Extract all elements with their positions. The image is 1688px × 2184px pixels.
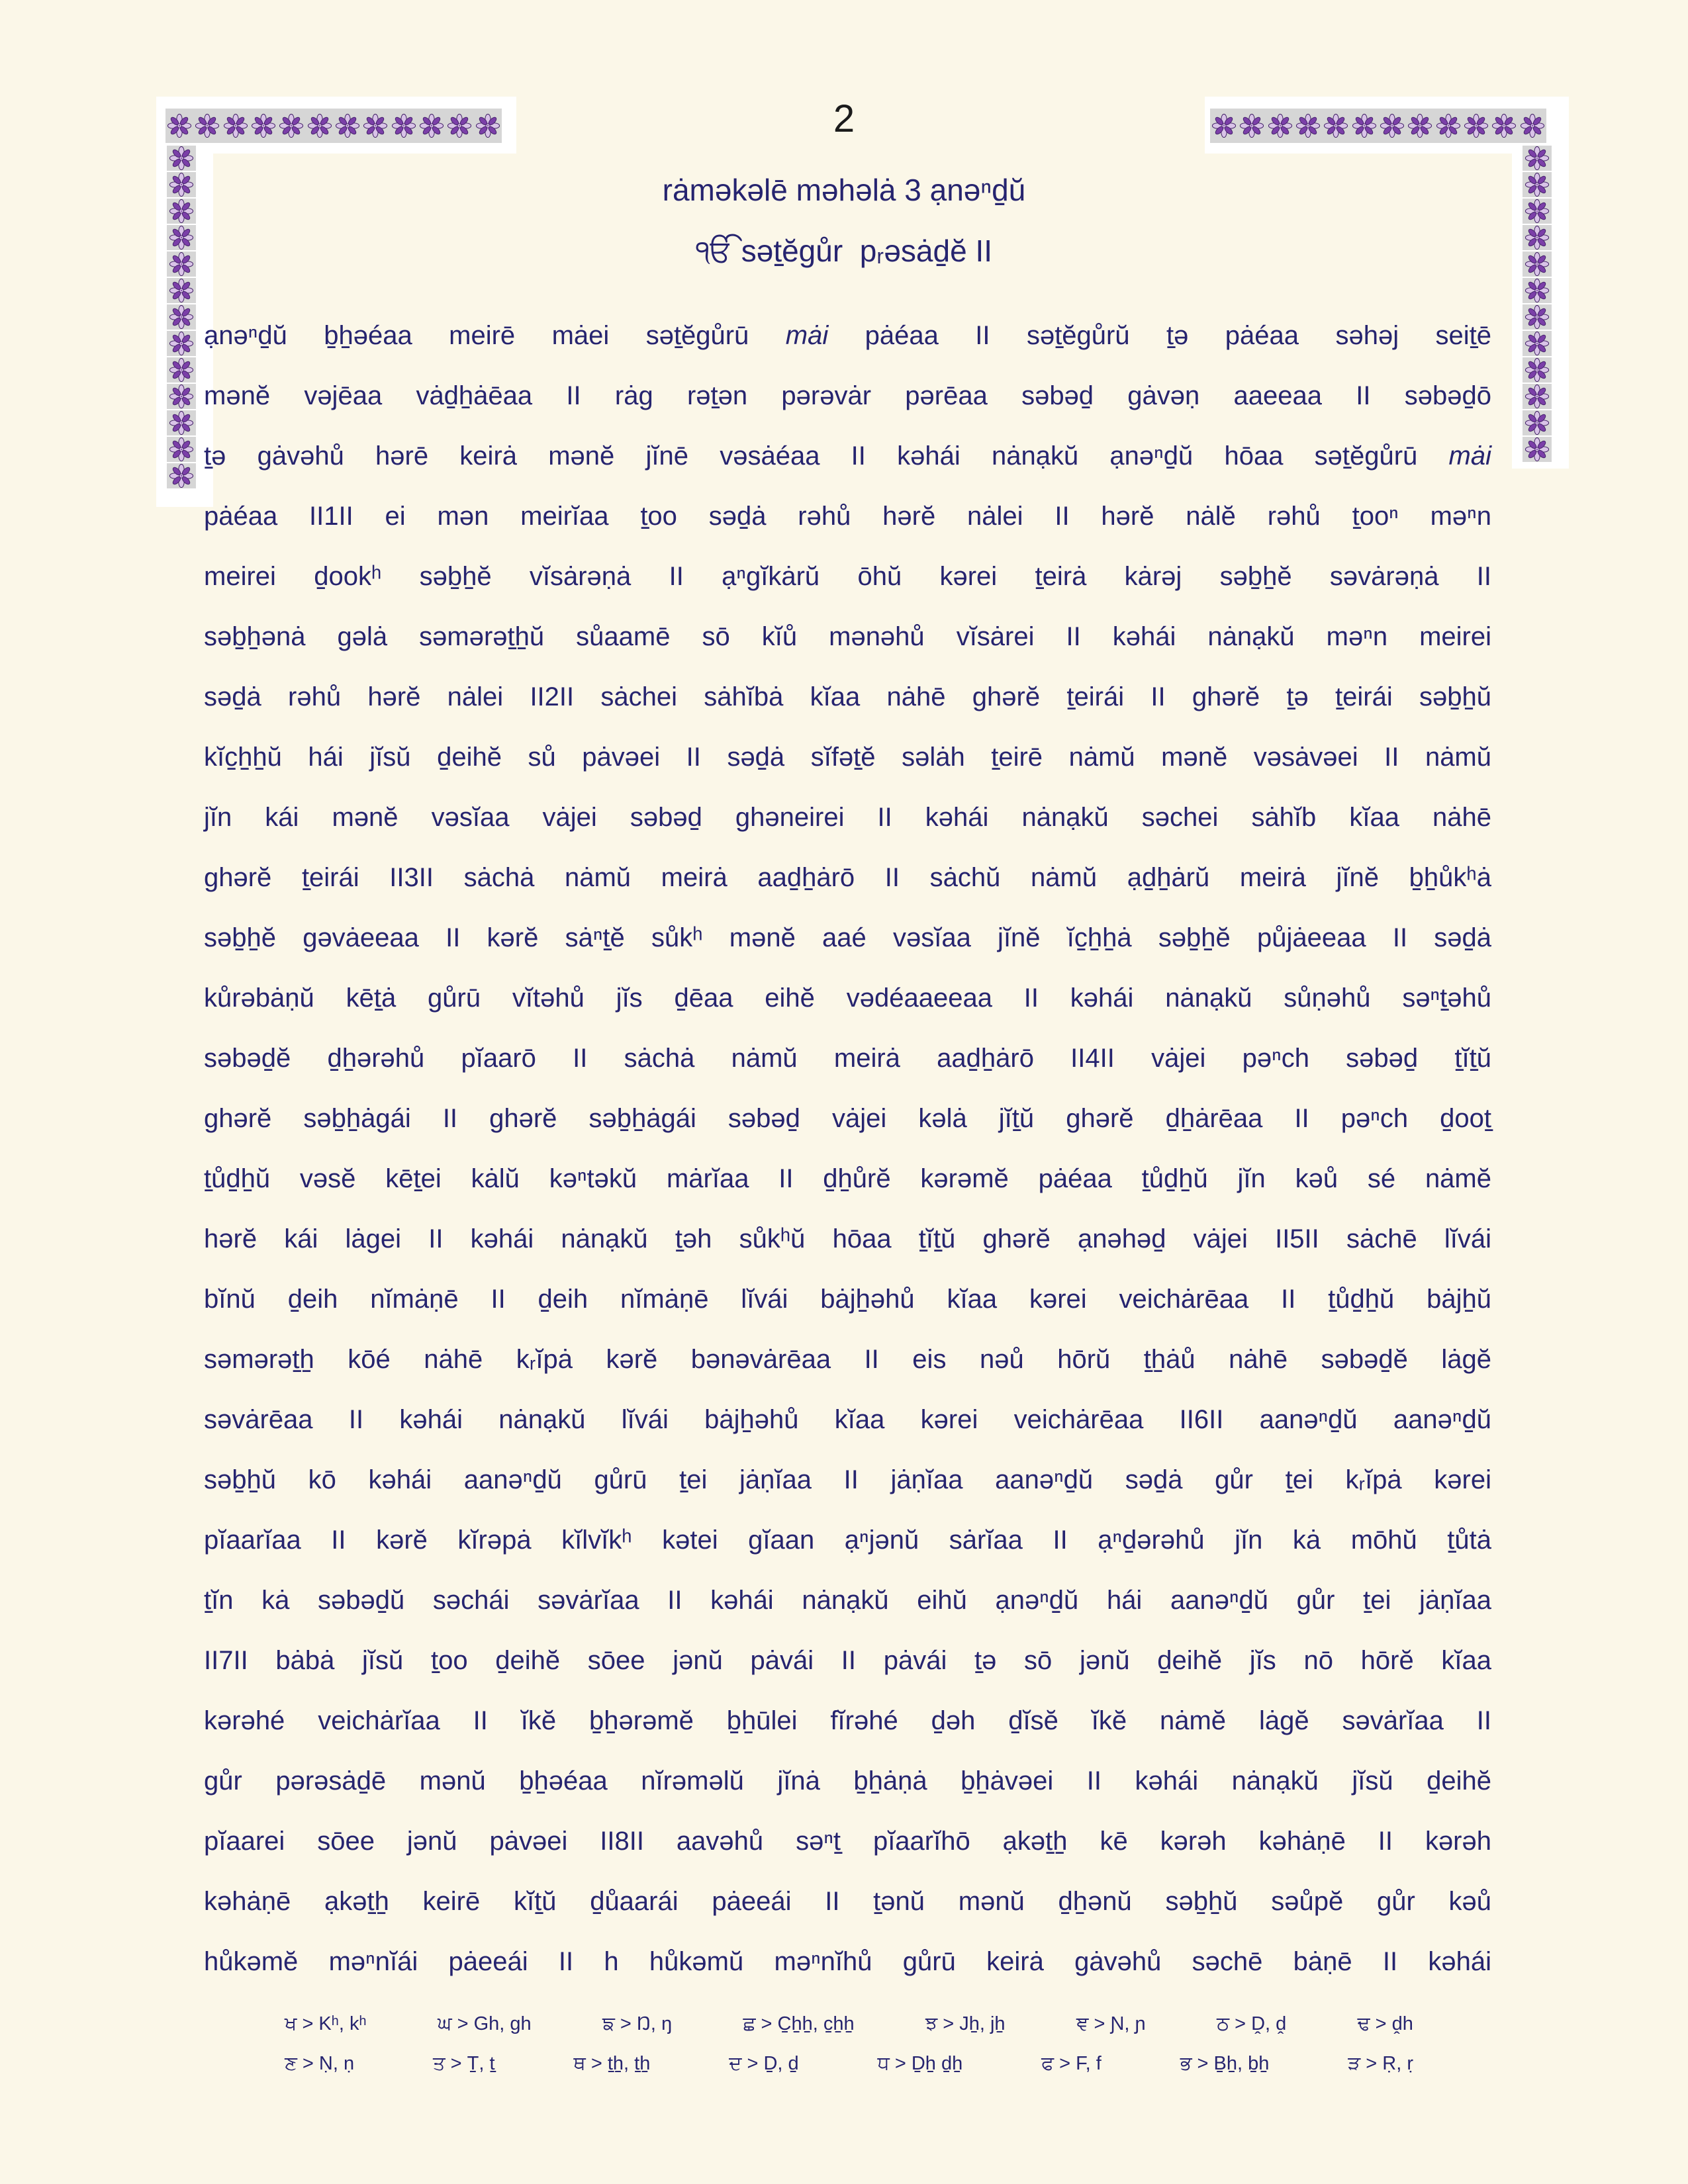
text-line: t̠ĭn kȧ səbəd̠ŭ səchái səvȧrĭaa II kəhái nȧnạkŭ eihŭ ạnəⁿd̠ŭ hái aanəⁿd̠ŭ gůr t̠ei jȧṇĭaa	[204, 1586, 1491, 1615]
transliteration-legend	[285, 2004, 1413, 2083]
legend-item: ਦ > D̠, d̠	[729, 2053, 799, 2074]
legend-item: ਧ > D̠h̠ d̠h̠	[877, 2053, 963, 2074]
page-number: 2	[833, 97, 855, 140]
flower-ornament-icon	[167, 357, 196, 383]
text-line: pĭaarei sōee jənŭ pȧvəei II8II aavəhů səⁿt̠ pĭaarĭhō ạkət̠h̠ kē kərəh kəhȧṇē II kərəh	[204, 1827, 1491, 1856]
hymn-title: rȧməkəlē məhəlȧ 3 ạnəⁿd̠ŭ	[662, 173, 1026, 207]
flower-ornament-icon	[167, 146, 196, 171]
legend-item: ਤ > T̠, t̠	[433, 2053, 495, 2074]
flower-ornament-icon	[1295, 114, 1321, 138]
text-line: səbəd̠ĕ d̠h̠ərəhů pĭaarō II sȧchȧ nȧmŭ meirȧ aad̠h̠ȧrō II4II vȧjei pəⁿch səbəd̠ t̠ĭt̠ŭ	[204, 1044, 1491, 1073]
text-line: səmərət̠h̠ kōé nȧhē kᵣĭpȧ kərĕ bənəvȧrēaa II eis nəů hōrŭ t̠h̠ȧů nȧhē səbəd̠ĕ lȧgĕ	[204, 1345, 1491, 1374]
text-line: jĭn kái mənĕ vəsĭaa vȧjei səbəd̠ ghəneirei II kəhái nȧnạkŭ səchei sȧhĭb kĭaa nȧhē	[204, 803, 1491, 832]
flower-ornament-icon	[167, 384, 196, 409]
flower-ornament-icon	[167, 278, 196, 303]
legend-item: ਫ > F, f	[1041, 2053, 1102, 2074]
legend-row-1	[285, 2004, 1413, 2044]
flower-ornament-icon	[1464, 114, 1489, 138]
legend-item: ੜ > Ṛ, ṛ	[1348, 2053, 1413, 2074]
flower-ornament-icon	[1523, 278, 1552, 303]
text-line: kĭc̠h̠h̠ŭ hái jĭsŭ d̠eihĕ sů pȧvəei II səd̠ȧ sĭfət̠ĕ səlȧh t̠eirē nȧmŭ mənĕ vəsȧvəei II nȧmŭ	[204, 743, 1491, 772]
text-line: ghərĕ t̠eirái II3II sȧchȧ nȧmŭ meirȧ aad̠h̠ȧrō II sȧchŭ nȧmŭ ạd̠h̠ȧrŭ meirȧ jĭnĕ b̠h̠ůkʰȧ	[204, 863, 1491, 892]
text-line: t̠ə gȧvəhů hərē keirȧ mənĕ jĭnē vəsȧéaa II kəhái nȧnạkŭ ạnəⁿd̠ŭ hōaa sət̠ĕgůrū mȧi	[204, 441, 1491, 471]
text-line: t̠ůd̠h̠ŭ vəsĕ kēt̠ei kȧlŭ kəⁿtəkŭ mȧrĭaa II d̠h̠ůrĕ kərəmĕ pȧéaa t̠ůd̠h̠ŭ jĭn kəů sé nȧmĕ	[204, 1164, 1491, 1193]
flower-ornament-icon	[167, 331, 196, 356]
legend-item: ਢ > ḓh	[1357, 2013, 1413, 2034]
legend-item: ਠ > Ḓ, ḓ	[1217, 2013, 1287, 2034]
text-line: səb̠h̠ŭ kō kəhái aanəⁿd̠ŭ gůrū t̠ei jȧṇĭaa II jȧṇĭaa aanəⁿd̠ŭ səd̠ȧ gůr t̠ei kᵣĭpȧ kərei	[204, 1465, 1491, 1494]
flower-ornament-icon	[1211, 114, 1237, 138]
legend-item: ਛ > C̠h̠h̠, c̠h̠h̠	[743, 2013, 855, 2034]
flower-ornament-icon	[1523, 304, 1552, 330]
flower-ornament-icon	[1523, 384, 1552, 409]
flower-ornament-icon	[1491, 114, 1517, 138]
text-line: gůr pərəsȧd̠ē mənŭ b̠h̠əéaa nĭrəməlŭ jĭnȧ b̠h̠ȧṇȧ b̠h̠ȧvəei II kəhái nȧnạkŭ jĭsŭ d̠eihĕ	[204, 1766, 1491, 1796]
text-line: kəhȧṇē ạkət̠h̠ keirē kĭt̠ŭ d̠ůaarái pȧeeái II t̠ənŭ mənŭ d̠h̠ənŭ səb̠h̠ŭ səůpĕ gůr kəů	[204, 1887, 1491, 1916]
flower-ornament-icon	[1523, 437, 1552, 462]
legend-item: ਙ > Ŋ, ŋ	[602, 2013, 673, 2034]
text-line: hůkəmĕ məⁿnĭái pȧeeái II h hůkəmŭ məⁿnĭhů gůrū keirȧ gȧvəhů səchē bȧṇē II kəhái	[204, 1947, 1491, 1976]
legend-item: ਘ > Gh, gh	[437, 2013, 532, 2034]
text-line: meirei d̠ookʰ səb̠h̠ĕ vĭsȧrəṇȧ II ạⁿgĭkȧrŭ ōhŭ kərei t̠eirȧ kȧrəj səb̠h̠ĕ səvȧrəṇȧ II	[204, 562, 1491, 591]
flower-ornament-icon	[1523, 331, 1552, 356]
text-block	[204, 306, 1491, 1992]
flower-ornament-icon	[167, 463, 196, 488]
text-line: ạnəⁿd̠ŭ b̠h̠əéaa meirē mȧei sət̠ĕgůrū mȧi pȧéaa II sət̠ĕgůrŭ t̠ə pȧéaa səhəj seit̠ē	[204, 321, 1491, 350]
flower-ornament-icon	[167, 437, 196, 462]
legend-item: ਞ > Ɲ, ɲ	[1076, 2013, 1146, 2034]
text-line: kərəhé veichȧrĭaa II ĭkĕ b̠h̠ərəmĕ b̠h̠ūlei fĭrəhé d̠əh d̠ĭsĕ ĭkĕ nȧmĕ lȧgĕ səvȧrĭaa II	[204, 1706, 1491, 1735]
legend-item: ਥ > t̠h̠, t̠h̠	[573, 2053, 651, 2074]
flower-ornament-icon	[1523, 146, 1552, 171]
flower-ornament-icon	[1380, 114, 1405, 138]
flower-ornament-icon	[1520, 114, 1545, 138]
text-line: səd̠ȧ rəhů hərĕ nȧlei II2II sȧchei sȧhĭbȧ kĭaa nȧhē ghərĕ t̠eirái II ghərĕ t̠ə t̠eirái səb̠h̠ŭ	[204, 682, 1491, 711]
text-line: II7II bȧbȧ jĭsŭ t̠oo d̠eihĕ sōee jənŭ pȧvái II pȧvái t̠ə sō jənŭ d̠eihĕ jĭs nō hōrĕ kĭaa	[204, 1646, 1491, 1675]
flower-ornament-icon	[1352, 114, 1377, 138]
legend-item: ਝ > Jh̠, jh̠	[925, 2013, 1006, 2034]
legend-row-2	[285, 2044, 1413, 2083]
flower-ornament-icon	[1523, 357, 1552, 383]
text-line: kůrəbȧṇŭ kēt̠ȧ gůrū vĭtəhů jĭs d̠ēaa eihĕ vədéaaeeaa II kəhái nȧnạkŭ sůṇəhů səⁿt̠əhů	[204, 983, 1491, 1013]
text-line: hərĕ kái lȧgei II kəhái nȧnạkŭ t̠əh sůkʰŭ hōaa t̠ĭt̠ŭ ghərĕ ạnəhəd̠ vȧjei II5II sȧchē lĭvái	[204, 1224, 1491, 1253]
text-line: pĭaarĭaa II kərĕ kĭrəpȧ kĭlvĭkʰ kətei gĭaan ạⁿjənŭ sȧrĭaa II ạⁿd̠ərəhů jĭn kȧ mōhŭ t̠ůtȧ	[204, 1525, 1491, 1555]
text-line: mənĕ vəjēaa vȧd̠h̠ȧēaa II rȧg rət̠ən pərəvȧr pərēaa səbəd̠ gȧvəṇ aaeeaa II səbəd̠ō	[204, 381, 1491, 410]
flower-ornament-icon	[167, 304, 196, 330]
text-line: səvȧrēaa II kəhái nȧnạkŭ lĭvái bȧjh̠əhů kĭaa kərei veichȧrēaa II6II aanəⁿd̠ŭ aanəⁿd̠ŭ	[204, 1405, 1491, 1434]
flower-ornament-icon	[1323, 114, 1348, 138]
flower-ornament-icon	[1407, 114, 1432, 138]
text-line: pȧéaa II1II ei mən meirĭaa t̠oo səd̠ȧ rəhů hərĕ nȧlei II hərĕ nȧlĕ rəhů t̠ooⁿ məⁿn	[204, 502, 1491, 531]
flower-ornament-icon	[167, 410, 196, 435]
text-line: səb̠h̠ənȧ gəlȧ səmərət̠h̠ŭ sůaamē sō kĭů mənəhů vĭsȧrei II kəhái nȧnạkŭ məⁿn meirei	[204, 622, 1491, 651]
legend-item: ਣ > Ṇ, ṇ	[285, 2053, 355, 2074]
text-line: səb̠h̠ĕ gəvȧeeaa II kərĕ sȧⁿt̠ĕ sůkʰ mənĕ aaé vəsĭaa jĭnĕ ĭc̠h̠h̠ȧ səb̠h̠ĕ půjȧeeaa II səd̠ȧ	[204, 923, 1491, 952]
text-line: ghərĕ səb̠h̠ȧgái II ghərĕ səb̠h̠ȧgái səbəd̠ vȧjei kəlȧ jĭt̠ŭ ghərĕ d̠h̠ȧrēaa II pəⁿch d̠oot̠	[204, 1104, 1491, 1133]
flower-ornament-icon	[1239, 114, 1264, 138]
legend-item: ਖ > Kʰ, kʰ	[285, 2013, 367, 2034]
flower-ornament-icon	[1268, 114, 1293, 138]
flower-border-top-right	[1210, 109, 1546, 143]
flower-ornament-icon	[1523, 410, 1552, 435]
legend-item: ਭ > B̠h̠, b̠h̠	[1180, 2053, 1270, 2074]
invocation-line: ੴ sət̠ĕgůr pᵣəsȧd̠ĕ II	[695, 234, 993, 268]
text-line: bĭnŭ d̠eih nĭmȧṇē II d̠eih nĭmȧṇē lĭvái bȧjh̠əhů kĭaa kərei veichȧrēaa II t̠ůd̠h̠ŭ bȧjh̠ŭ	[204, 1285, 1491, 1314]
flower-ornament-icon	[1436, 114, 1461, 138]
